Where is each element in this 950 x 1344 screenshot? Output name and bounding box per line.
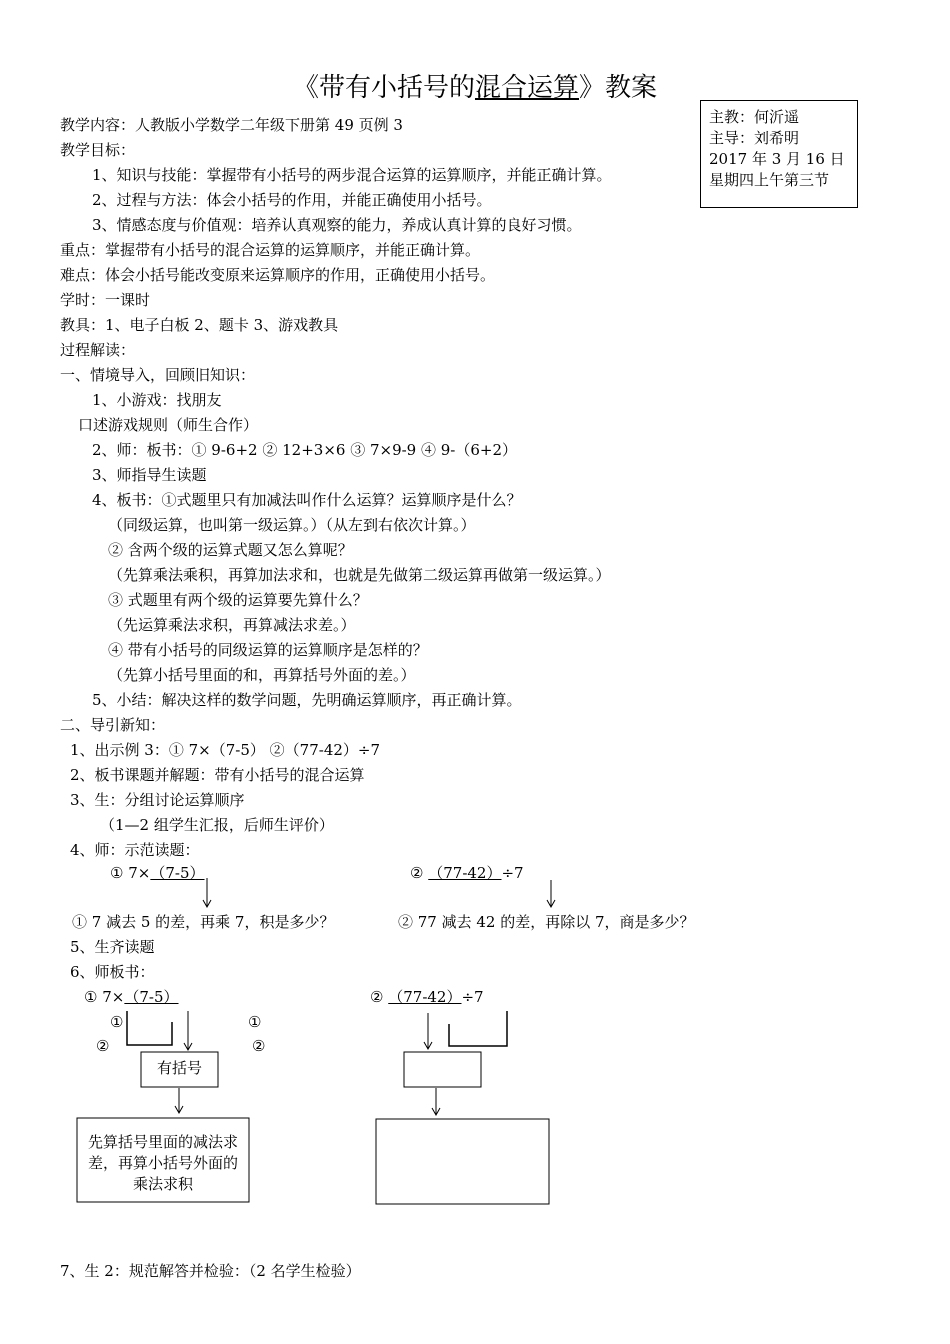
part2-line: 1、出示例 3：① 7×（7-5） ②（77-42）÷7 <box>70 741 381 759</box>
info-session: 星期四上午第三节 <box>709 171 830 189</box>
diagram-1-num: ① <box>84 988 98 1006</box>
part1-line: ③ 式题里有两个级的运算要先算什么？ <box>108 591 368 609</box>
example-2-b: ÷7 <box>501 864 524 882</box>
part2-line: 7、生 2：规范解答并检验：（2 名学生检验） <box>60 1262 361 1280</box>
part2-line: 3、生：分组讨论运算顺序 <box>70 791 245 809</box>
goals-label: 教学目标： <box>60 141 136 159</box>
part2-line: 5、生齐读题 <box>70 938 155 956</box>
teaching-tools: 教具：1、电子白板 2、题卡 3、游戏教具 <box>60 316 339 334</box>
part2-line: 6、师板书： <box>70 963 155 981</box>
title-part2: 混合运算 <box>474 73 579 103</box>
right-small-box <box>404 1052 481 1087</box>
part1-line: ② 含两个级的运算式题又怎么算呢？ <box>108 541 353 559</box>
step-marker: ② <box>252 1037 266 1055</box>
box-small-label: 有括号 <box>156 1059 202 1077</box>
box-big-label: 先算括号里面的减法求差，再算小括号外面的乘法求积 <box>87 1133 238 1193</box>
diagram-2-num: ② <box>370 988 384 1006</box>
difficulty: 难点：体会小括号能改变原来运算顺序的作用，正确使用小括号。 <box>60 266 496 284</box>
part1-line: 5、小结：解决这样的数学问题，先明确运算顺序，再正确计算。 <box>92 691 522 709</box>
title-part3: 》教案 <box>579 73 658 103</box>
step-marker: ① <box>110 1013 124 1031</box>
part2-line: 4、师：示范读题： <box>70 841 200 859</box>
info-guide: 主导：刘希明 <box>709 129 800 147</box>
goal-1: 1、知识与技能：掌握带有小括号的两步混合运算的运算顺序，并能正确计算。 <box>92 166 612 184</box>
part1-line: 2、师：板书：① 9-6+2 ② 12+3×6 ③ 7×9-9 ④ 9-（6+2） <box>92 441 518 459</box>
diagram-1-a: 7× <box>102 988 125 1006</box>
left-bracket <box>127 1011 172 1045</box>
goal-2: 2、过程与方法：体会小括号的作用，并能正确使用小括号。 <box>92 191 492 209</box>
part1-line: 4、板书：①式题里只有加减法叫作什么运算？运算顺序是什么？ <box>92 491 522 509</box>
read-1: ① 7 减去 5 的差，再乘 7，积是多少？ <box>72 913 335 931</box>
part1-heading: 一、情境导入，回顾旧知识： <box>60 366 256 384</box>
diagram-2-a: （77-42） <box>388 988 462 1006</box>
info-date: 2017 年 3 月 16 日 <box>709 150 845 168</box>
part2-heading: 二、导引新知： <box>60 716 166 734</box>
part1-line: ④ 带有小括号的同级运算的运算顺序是怎样的？ <box>108 641 428 659</box>
part1-line: （同级运算，也叫第一级运算。）（从左到右依次计算。） <box>108 516 476 534</box>
key-point: 重点：掌握带有小括号的混合运算的运算顺序，并能正确计算。 <box>60 241 481 259</box>
diagram-2-b: ÷7 <box>461 988 484 1006</box>
diagram-1-b: （7-5） <box>124 988 179 1006</box>
part1-line: （先算乘法乘积，再算加法求和，也就是先做第二级运算再做第一级运算。） <box>108 566 611 584</box>
title-part1: 《带有小括号的 <box>292 73 475 103</box>
goal-3: 3、情感态度与价值观：培养认真观察的能力，养成认真计算的良好习惯。 <box>92 216 582 234</box>
example-1-a: 7× <box>128 864 151 882</box>
example-1-b: （7-5） <box>150 864 205 882</box>
part2-line: 2、板书课题并解题：带有小括号的混合运算 <box>70 766 365 784</box>
class-time: 学时：一课时 <box>60 291 151 309</box>
example-1-num: ① <box>110 864 124 882</box>
part2-line: （1—2 组学生汇报，后师生评价） <box>100 816 334 834</box>
process-label: 过程解读： <box>60 341 136 359</box>
part1-line: （先算小括号里面的和，再算括号外面的差。） <box>108 666 416 684</box>
read-2: ② 77 减去 42 的差，再除以 7，商是多少？ <box>398 913 695 931</box>
part1-line: （先运算乘法求积，再算减法求差。） <box>108 616 356 634</box>
step-marker: ② <box>96 1037 110 1055</box>
info-teacher: 主教：何沂遥 <box>709 108 800 126</box>
part1-line: 口述游戏规则（师生合作） <box>78 416 259 434</box>
example-2-a: （77-42） <box>428 864 502 882</box>
example-2-num: ② <box>410 864 424 882</box>
step-marker: ① <box>248 1013 262 1031</box>
part1-line: 1、小游戏：找朋友 <box>92 391 222 409</box>
part1-line: 3、师指导生读题 <box>92 466 207 484</box>
right-bracket <box>449 1011 507 1046</box>
right-big-box <box>376 1119 549 1204</box>
teaching-content: 教学内容：人教版小学数学二年级下册第 49 页例 3 <box>60 116 403 134</box>
